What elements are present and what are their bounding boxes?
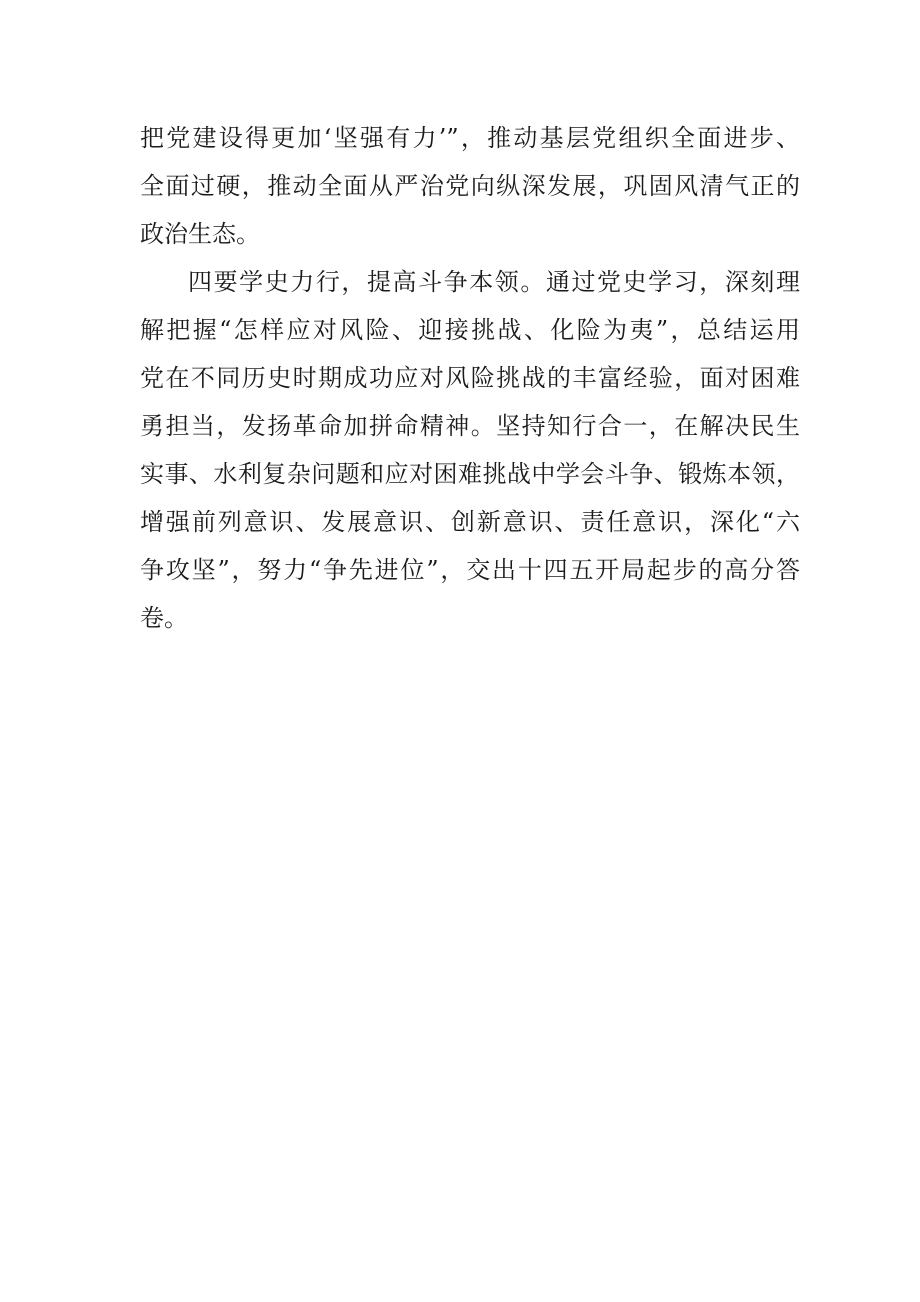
paragraph (140, 114, 800, 258)
body-text (140, 114, 800, 642)
text-line: 勇担当，发扬革命加拼命精神。坚持知行合一，在解决民生 (140, 412, 800, 440)
text-line: 全面过硬，推动全面从严治党向纵深发展，巩固风清气正的 (140, 172, 800, 200)
text-line: 卷。 (140, 604, 188, 632)
text-line: 解把握“怎样应对风险、迎接挑战、化险为夷”，总结运用 (140, 316, 800, 344)
paragraph (140, 258, 800, 642)
text-line: 四要学史力行，提高斗争本领。通过党史学习，深刻理 (188, 268, 800, 296)
text-line: 实事、水利复杂问题和应对困难挑战中学会斗争、锻炼本领， (140, 460, 800, 488)
text-line: 政治生态。 (140, 220, 260, 248)
text-line: 争攻坚”，努力“争先进位”，交出十四五开局起步的高分答 (140, 556, 800, 584)
text-line: 党在不同历史时期成功应对风险挑战的丰富经验，面对困难 (140, 364, 800, 392)
text-line: 把党建设得更加‘坚强有力’”，推动基层党组织全面进步、 (140, 124, 800, 152)
text-line: 增强前列意识、发展意识、创新意识、责任意识，深化“六 (140, 508, 800, 536)
